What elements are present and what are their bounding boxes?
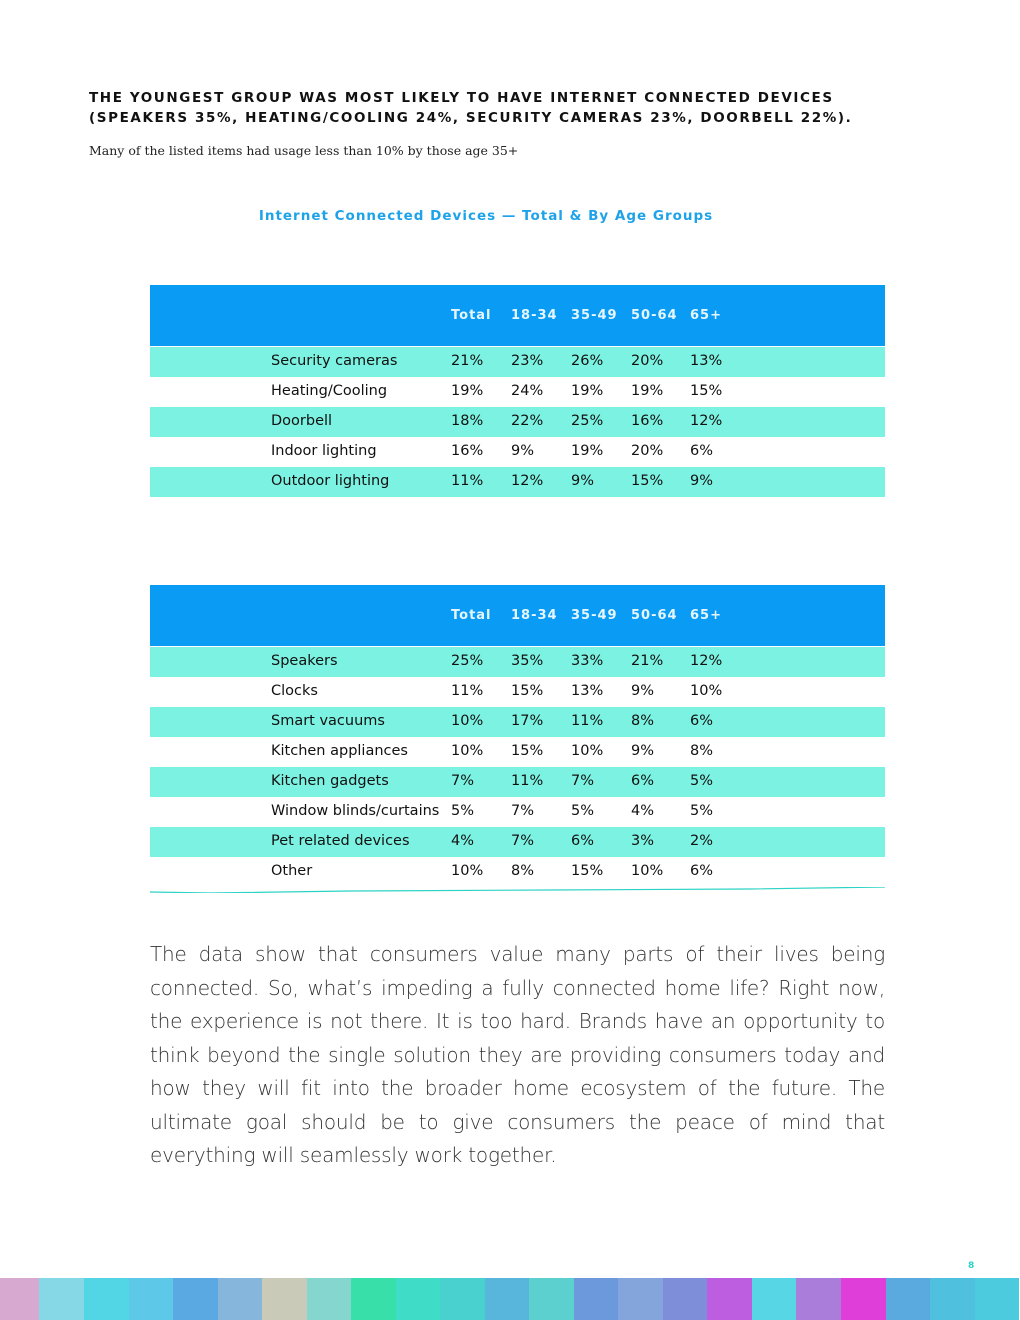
cell-value: 9% <box>690 473 714 489</box>
color-swatch <box>574 1278 618 1320</box>
subhead: Many of the listed items had usage less than 10% by those age 35+ <box>89 143 519 158</box>
cell-value: 4% <box>451 833 475 849</box>
color-swatch <box>886 1278 930 1320</box>
color-swatch <box>262 1278 307 1320</box>
cell-value: 18% <box>451 413 484 429</box>
cell-value: 13% <box>571 683 604 699</box>
table-bottom-rule <box>150 887 885 893</box>
cell-value: 21% <box>631 653 664 669</box>
cell-value: 12% <box>511 473 544 489</box>
cell-value: 15% <box>571 863 604 879</box>
table-header <box>150 585 885 646</box>
cell-value: 25% <box>571 413 604 429</box>
row-label: Security cameras <box>271 353 398 369</box>
row-label: Doorbell <box>271 413 333 429</box>
table-row <box>150 797 885 827</box>
cell-value: 7% <box>511 833 535 849</box>
headline <box>89 88 853 128</box>
cell-value: 17% <box>511 713 544 729</box>
headline-line-1: THE YOUNGEST GROUP WAS MOST LIKELY TO HAVE INTERNET CONNECTED DEVICES <box>89 90 834 106</box>
cell-value: 23% <box>511 353 544 369</box>
color-swatch <box>930 1278 975 1320</box>
table-row <box>150 377 885 407</box>
cell-value: 15% <box>690 383 723 399</box>
cell-value: 7% <box>571 773 595 789</box>
color-swatch <box>752 1278 796 1320</box>
row-label: Window blinds/curtains <box>271 803 440 819</box>
cell-value: 22% <box>511 413 544 429</box>
table-body <box>150 347 885 497</box>
table-row <box>150 677 885 707</box>
cell-value: 3% <box>631 833 655 849</box>
cell-value: 7% <box>451 773 475 789</box>
cell-value: 24% <box>511 383 544 399</box>
row-label: Indoor lighting <box>271 443 377 459</box>
cell-value: 5% <box>571 803 595 819</box>
table-header <box>150 285 885 346</box>
cell-value: 35% <box>511 653 544 669</box>
row-label: Kitchen gadgets <box>271 773 389 789</box>
table-row <box>150 467 885 497</box>
color-swatch <box>663 1278 707 1320</box>
devices-table-2 <box>150 585 885 887</box>
row-label: Pet related devices <box>271 833 410 849</box>
cell-value: 13% <box>690 353 723 369</box>
cell-value: 10% <box>690 683 723 699</box>
cell-value: 16% <box>631 413 664 429</box>
column-header-50-64: 50-64 <box>631 608 678 623</box>
table-row <box>150 827 885 857</box>
cell-value: 10% <box>571 743 604 759</box>
cell-value: 7% <box>511 803 535 819</box>
cell-value: 11% <box>571 713 604 729</box>
table-row <box>150 407 885 437</box>
cell-value: 5% <box>690 773 714 789</box>
column-header-35-49: 35-49 <box>571 308 618 323</box>
cell-value: 9% <box>511 443 535 459</box>
color-swatch <box>307 1278 351 1320</box>
cell-value: 10% <box>451 743 484 759</box>
cell-value: 10% <box>451 863 484 879</box>
table-row <box>150 437 885 467</box>
cell-value: 33% <box>571 653 604 669</box>
column-header-35-49: 35-49 <box>571 608 618 623</box>
decorative-color-bar <box>0 1278 1020 1320</box>
cell-value: 11% <box>451 473 484 489</box>
page-number: 8 <box>968 1261 975 1271</box>
table-title: Internet Connected Devices — Total & By Age Groups <box>258 208 714 224</box>
cell-value: 19% <box>571 383 604 399</box>
row-label: Outdoor lighting <box>271 473 390 489</box>
cell-value: 11% <box>451 683 484 699</box>
cell-value: 8% <box>511 863 535 879</box>
color-swatch <box>173 1278 218 1320</box>
headline-line-2: (SPEAKERS 35%, HEATING/COOLING 24%, SECURITY CAMERAS 23%, DOORBELL 22%). <box>89 110 853 126</box>
cell-value: 19% <box>571 443 604 459</box>
devices-table-1 <box>150 285 885 497</box>
cell-value: 10% <box>451 713 484 729</box>
cell-value: 15% <box>511 743 544 759</box>
color-swatch <box>396 1278 440 1320</box>
cell-value: 6% <box>571 833 595 849</box>
cell-value: 20% <box>631 353 664 369</box>
cell-value: 11% <box>511 773 544 789</box>
cell-value: 20% <box>631 443 664 459</box>
color-swatch <box>218 1278 262 1320</box>
table-row <box>150 737 885 767</box>
column-header-18-34: 18-34 <box>511 608 558 623</box>
cell-value: 6% <box>631 773 655 789</box>
column-header-total: Total <box>451 608 492 623</box>
color-swatch <box>485 1278 529 1320</box>
column-header-65-plus: 65+ <box>690 608 722 623</box>
row-label: Kitchen appliances <box>271 743 408 759</box>
column-header-total: Total <box>451 308 492 323</box>
table-row <box>150 857 885 887</box>
cell-value: 8% <box>631 713 655 729</box>
cell-value: 8% <box>690 743 714 759</box>
table-row <box>150 647 885 677</box>
row-label: Other <box>271 863 313 879</box>
color-swatch <box>440 1278 485 1320</box>
column-header-65-plus: 65+ <box>690 308 722 323</box>
color-swatch <box>0 1278 39 1320</box>
body-paragraph: The data show that consumers value many parts of their lives being connected. So, what’s impeding a fully connected home life? Right now, the experience is not there. It is too hard. Brands have an opportunity to think beyond the single solution they are providing consumers today and how they will fit into the broader home ecosystem of the future. The ultimate goal should be to give consumers the peace of mind that everything will seamlessly work together. <box>150 942 885 1167</box>
table-row <box>150 767 885 797</box>
table-row <box>150 347 885 377</box>
row-label: Smart vacuums <box>271 713 385 729</box>
color-swatch <box>39 1278 84 1320</box>
cell-value: 15% <box>631 473 664 489</box>
color-swatch <box>351 1278 396 1320</box>
color-swatch <box>129 1278 173 1320</box>
cell-value: 5% <box>451 803 475 819</box>
cell-value: 19% <box>631 383 664 399</box>
cell-value: 9% <box>571 473 595 489</box>
column-header-50-64: 50-64 <box>631 308 678 323</box>
color-swatch <box>529 1278 574 1320</box>
row-label: Speakers <box>271 653 338 669</box>
cell-value: 2% <box>690 833 714 849</box>
cell-value: 19% <box>451 383 484 399</box>
table-row <box>150 707 885 737</box>
cell-value: 12% <box>690 653 723 669</box>
cell-value: 16% <box>451 443 484 459</box>
cell-value: 9% <box>631 743 655 759</box>
color-swatch <box>796 1278 841 1320</box>
color-swatch <box>841 1278 886 1320</box>
table-body <box>150 647 885 887</box>
cell-value: 26% <box>571 353 604 369</box>
cell-value: 4% <box>631 803 655 819</box>
cell-value: 9% <box>631 683 655 699</box>
cell-value: 6% <box>690 443 714 459</box>
color-swatch <box>975 1278 1019 1320</box>
row-label: Clocks <box>271 683 318 699</box>
cell-value: 10% <box>631 863 664 879</box>
cell-value: 12% <box>690 413 723 429</box>
row-label: Heating/Cooling <box>271 383 388 399</box>
color-swatch <box>618 1278 663 1320</box>
cell-value: 6% <box>690 713 714 729</box>
cell-value: 5% <box>690 803 714 819</box>
cell-value: 21% <box>451 353 484 369</box>
cell-value: 6% <box>690 863 714 879</box>
color-swatch <box>84 1278 129 1320</box>
column-header-18-34: 18-34 <box>511 308 558 323</box>
cell-value: 25% <box>451 653 484 669</box>
cell-value: 15% <box>511 683 544 699</box>
color-swatch <box>707 1278 752 1320</box>
